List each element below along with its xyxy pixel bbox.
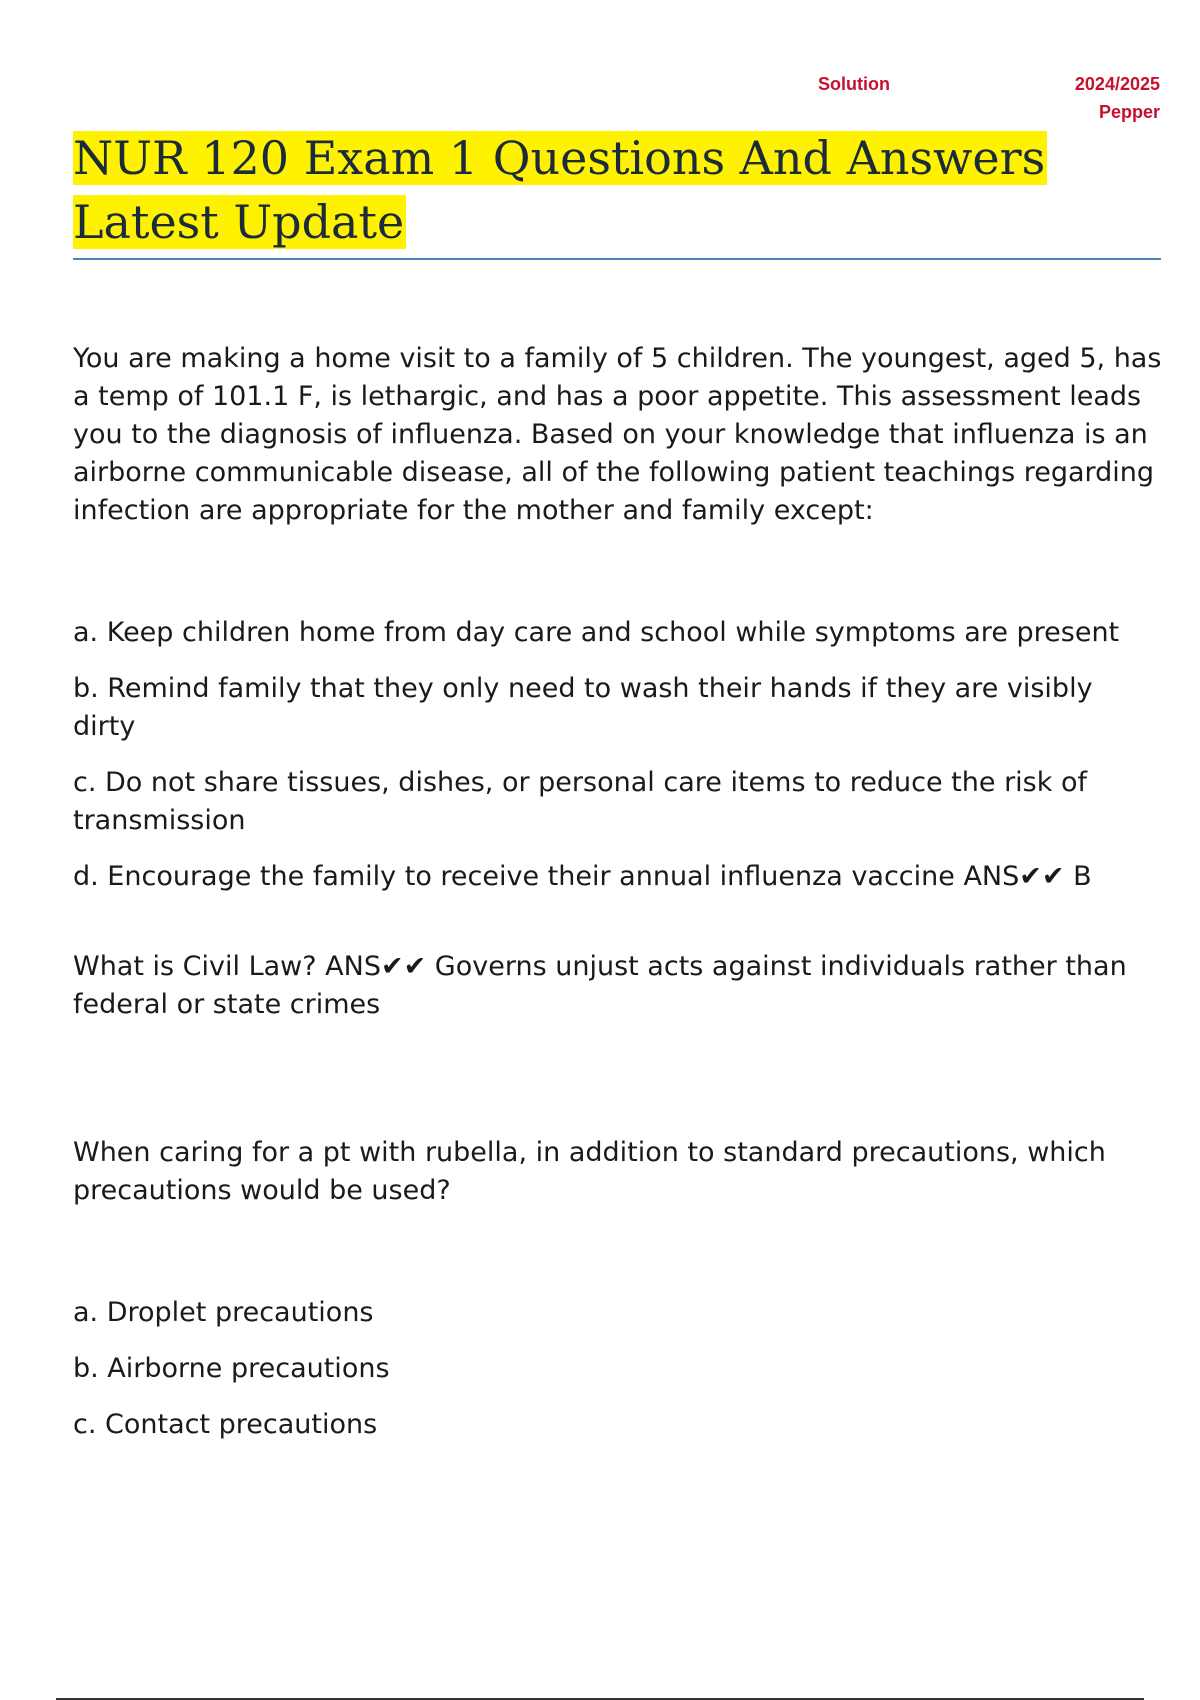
question-3-option-a: a. Droplet precautions xyxy=(73,1297,374,1328)
page-title xyxy=(73,126,1073,254)
title-block xyxy=(73,126,1073,254)
title-line-2: Latest Update xyxy=(73,195,405,249)
year-label: 2024/2025 xyxy=(1074,74,1160,94)
question-1-option-b: b. Remind family that they only need to wash their hands if they are visibly dirty xyxy=(73,673,1093,742)
question-1-option-a: a. Keep children home from day care and school while symptoms are present xyxy=(73,617,1120,648)
question-1-option-d: d. Encourage the family to receive their annual influenza vaccine ANS✔✔ B xyxy=(73,861,1092,892)
document-header xyxy=(740,72,1160,132)
question-1-option-c: c. Do not share tissues, dishes, or personal care items to reduce the risk of transmission xyxy=(73,767,1087,836)
question-3-option-c: c. Contact precautions xyxy=(73,1409,378,1440)
question-1-text: You are making a home visit to a family of 5 children. The youngest, aged 5, has a temp of 101.1 F, is lethargic, and has a poor appetite. This assessment leads you to the diagnosis of influenza. Based on your knowledge that influenza is an airborne communicable disease, all of the following patient teachings regarding infection are appropriate for the mother and family except: xyxy=(73,343,1162,526)
question-3-text: When caring for a pt with rubella, in addition to standard precautions, which precautions would be used? xyxy=(73,1137,1106,1206)
author-label: Pepper xyxy=(1098,102,1160,122)
document-body xyxy=(73,340,1163,1462)
question-2-text: What is Civil Law? ANS✔✔ Governs unjust acts against individuals rather than federal or state crimes xyxy=(73,951,1127,1020)
solution-label: Solution xyxy=(818,74,890,94)
title-divider xyxy=(73,258,1161,260)
question-3-option-b: b. Airborne precautions xyxy=(73,1353,390,1384)
title-line-1: NUR 120 Exam 1 Questions And Answers xyxy=(73,131,1046,185)
